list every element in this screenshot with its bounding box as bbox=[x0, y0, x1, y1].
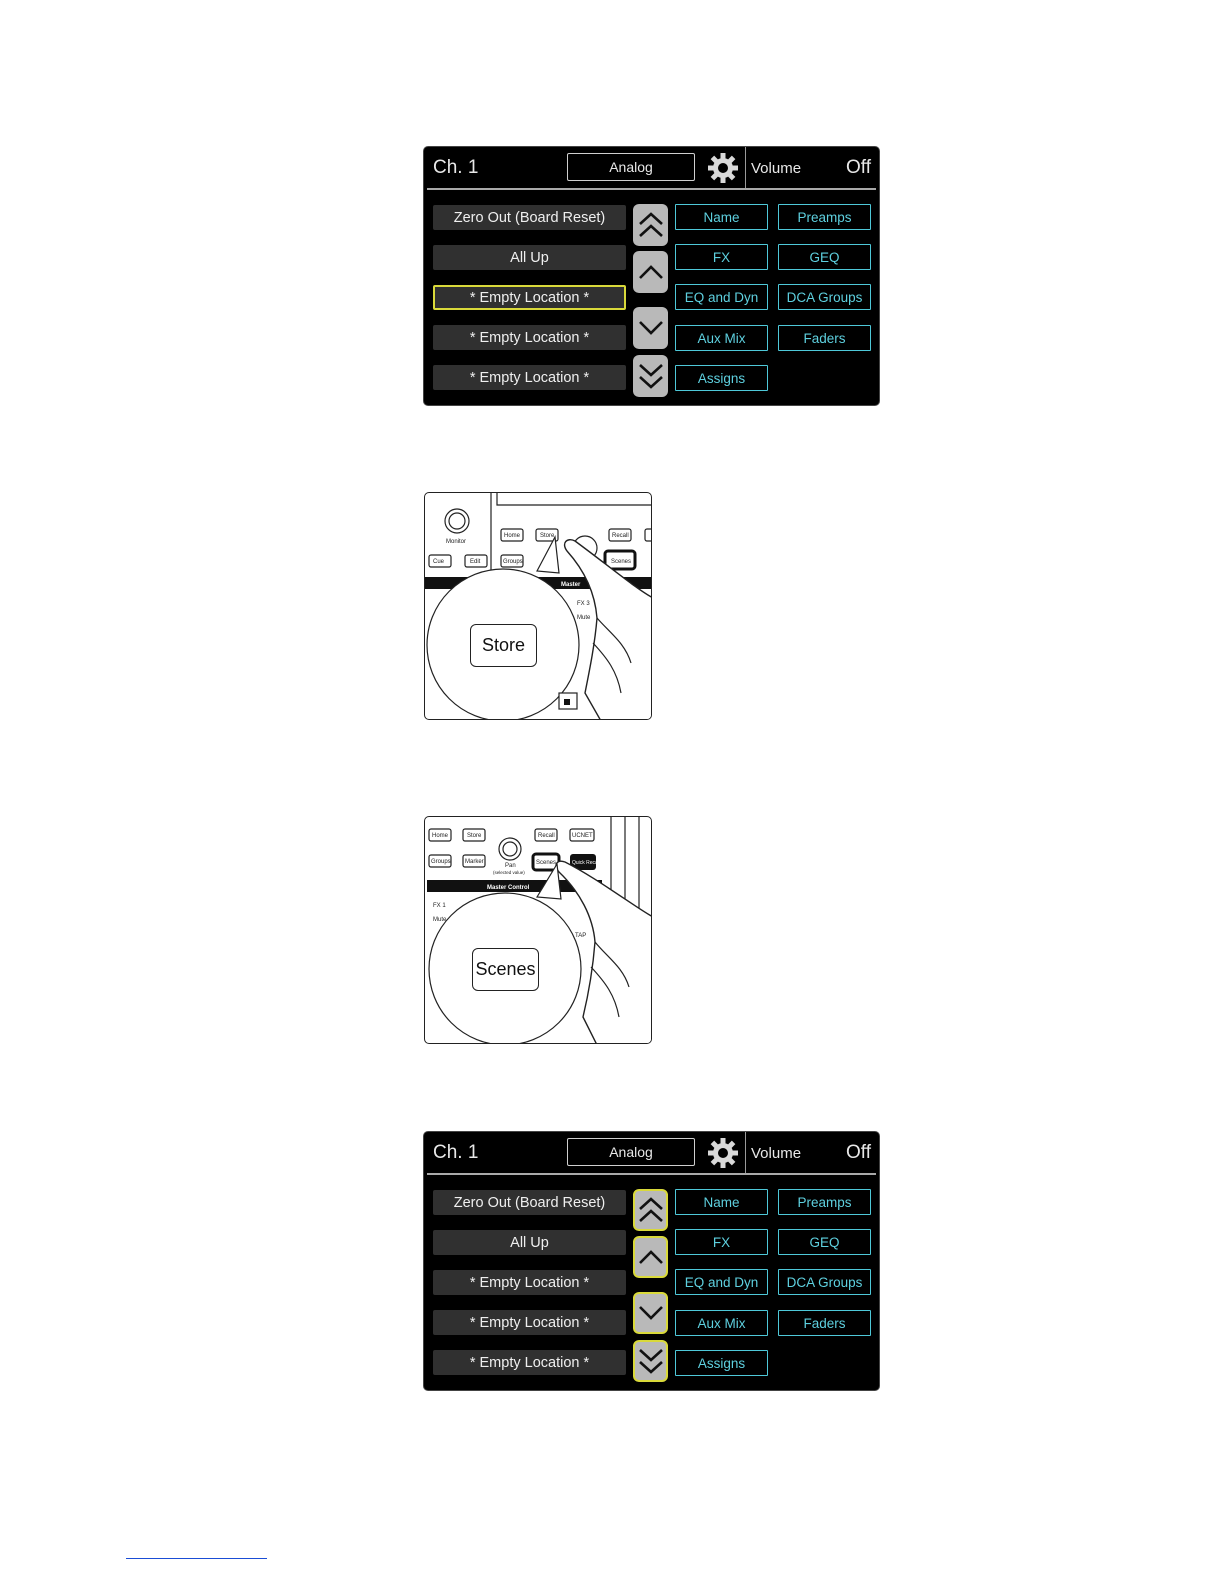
tab-geq[interactable]: GEQ bbox=[778, 1229, 871, 1255]
double-chevron-down-icon[interactable] bbox=[633, 355, 668, 397]
double-chevron-up-icon[interactable] bbox=[633, 204, 668, 246]
chevron-down-icon[interactable] bbox=[633, 1292, 668, 1334]
store-button[interactable]: Store bbox=[470, 624, 537, 667]
panel-label: Store bbox=[467, 833, 482, 839]
touchscreen-scene-list-2 bbox=[424, 1132, 879, 1390]
panel-label: Mute bbox=[577, 615, 591, 621]
chevron-down-icon[interactable] bbox=[633, 307, 668, 349]
panel-label: Mute bbox=[433, 917, 447, 923]
store-button-illustration bbox=[424, 492, 652, 720]
parameter-value: Off bbox=[846, 157, 871, 178]
tab-aux-mix[interactable]: Aux Mix bbox=[675, 325, 768, 351]
panel-label: Recall bbox=[612, 533, 629, 539]
panel-label: Scenes bbox=[611, 559, 632, 565]
panel-label: Cue bbox=[433, 559, 445, 565]
scene-item[interactable]: Zero Out (Board Reset) bbox=[433, 1190, 626, 1215]
scene-item[interactable]: All Up bbox=[433, 1230, 626, 1255]
scene-item-selected[interactable]: * Empty Location * bbox=[433, 285, 626, 310]
tab-eq-and-dyn[interactable]: EQ and Dyn bbox=[675, 1269, 768, 1295]
tab-preamps[interactable]: Preamps bbox=[778, 1189, 871, 1215]
channel-label: Ch. 1 bbox=[433, 1142, 479, 1163]
header-rule bbox=[427, 1173, 876, 1175]
panel-label: Master Control bbox=[487, 885, 530, 891]
panel-label: Groups bbox=[503, 559, 523, 565]
channel-label: Ch. 1 bbox=[433, 157, 479, 178]
tab-preamps[interactable]: Preamps bbox=[778, 204, 871, 230]
scene-item[interactable]: * Empty Location * bbox=[433, 1270, 626, 1295]
panel-label: (selected value) bbox=[493, 870, 525, 875]
panel-label: Quick Recall bbox=[572, 860, 601, 866]
tab-aux-mix[interactable]: Aux Mix bbox=[675, 1310, 768, 1336]
tab-eq-and-dyn[interactable]: EQ and Dyn bbox=[675, 284, 768, 310]
header-divider bbox=[745, 1132, 746, 1173]
tab-fx[interactable]: FX bbox=[675, 1229, 768, 1255]
scenes-button-illustration bbox=[424, 816, 652, 1044]
scene-item[interactable]: * Empty Location * bbox=[433, 365, 626, 390]
panel-label: Recall bbox=[538, 833, 555, 839]
scene-item[interactable]: * Empty Location * bbox=[433, 1350, 626, 1375]
tab-name[interactable]: Name bbox=[675, 204, 768, 230]
panel-label: Scenes bbox=[536, 860, 557, 866]
chevron-up-icon[interactable] bbox=[633, 1236, 668, 1278]
mode-selector[interactable]: Analog bbox=[567, 153, 695, 181]
parameter-label: Volume bbox=[751, 1145, 802, 1162]
scene-item[interactable]: * Empty Location * bbox=[433, 325, 626, 350]
scenes-button[interactable]: Scenes bbox=[472, 948, 539, 991]
tab-faders[interactable]: Faders bbox=[778, 325, 871, 351]
tab-assigns[interactable]: Assigns bbox=[675, 365, 768, 391]
panel-label: UCNET bbox=[572, 833, 593, 839]
double-chevron-up-icon[interactable] bbox=[633, 1189, 668, 1231]
tab-faders[interactable]: Faders bbox=[778, 1310, 871, 1336]
panel-label: Groups bbox=[431, 859, 451, 865]
panel-label: Marker bbox=[465, 859, 484, 865]
parameter-value: Off bbox=[846, 1142, 871, 1163]
tab-dca-groups[interactable]: DCA Groups bbox=[778, 1269, 871, 1295]
header-divider bbox=[745, 147, 746, 188]
tab-geq[interactable]: GEQ bbox=[778, 244, 871, 270]
tab-dca-groups[interactable]: DCA Groups bbox=[778, 284, 871, 310]
panel-label: Master bbox=[561, 582, 581, 588]
chevron-up-icon[interactable] bbox=[633, 251, 668, 293]
scene-item[interactable]: Zero Out (Board Reset) bbox=[433, 205, 626, 230]
panel-label: Home bbox=[432, 833, 449, 839]
panel-label: Pan bbox=[505, 863, 516, 869]
panel-label: FX 1 bbox=[433, 903, 446, 909]
double-chevron-down-icon[interactable] bbox=[633, 1340, 668, 1382]
scene-item[interactable]: * Empty Location * bbox=[433, 1310, 626, 1335]
panel-label: TAP bbox=[575, 933, 587, 939]
mode-selector[interactable]: Analog bbox=[567, 1138, 695, 1166]
touchscreen-scene-list-1 bbox=[424, 147, 879, 405]
gear-icon[interactable] bbox=[707, 1137, 739, 1169]
footnote-link-rule[interactable] bbox=[126, 1558, 267, 1559]
panel-label: FX 3 bbox=[577, 601, 590, 607]
scene-item[interactable]: All Up bbox=[433, 245, 626, 270]
header-rule bbox=[427, 188, 876, 190]
panel-label: Edit bbox=[470, 559, 481, 565]
panel-label: Home bbox=[504, 533, 521, 539]
tab-name[interactable]: Name bbox=[675, 1189, 768, 1215]
panel-label: Monitor bbox=[446, 539, 467, 545]
tab-fx[interactable]: FX bbox=[675, 244, 768, 270]
parameter-label: Volume bbox=[751, 160, 802, 177]
tab-assigns[interactable]: Assigns bbox=[675, 1350, 768, 1376]
panel-label: Store bbox=[540, 533, 555, 539]
gear-icon[interactable] bbox=[707, 152, 739, 184]
